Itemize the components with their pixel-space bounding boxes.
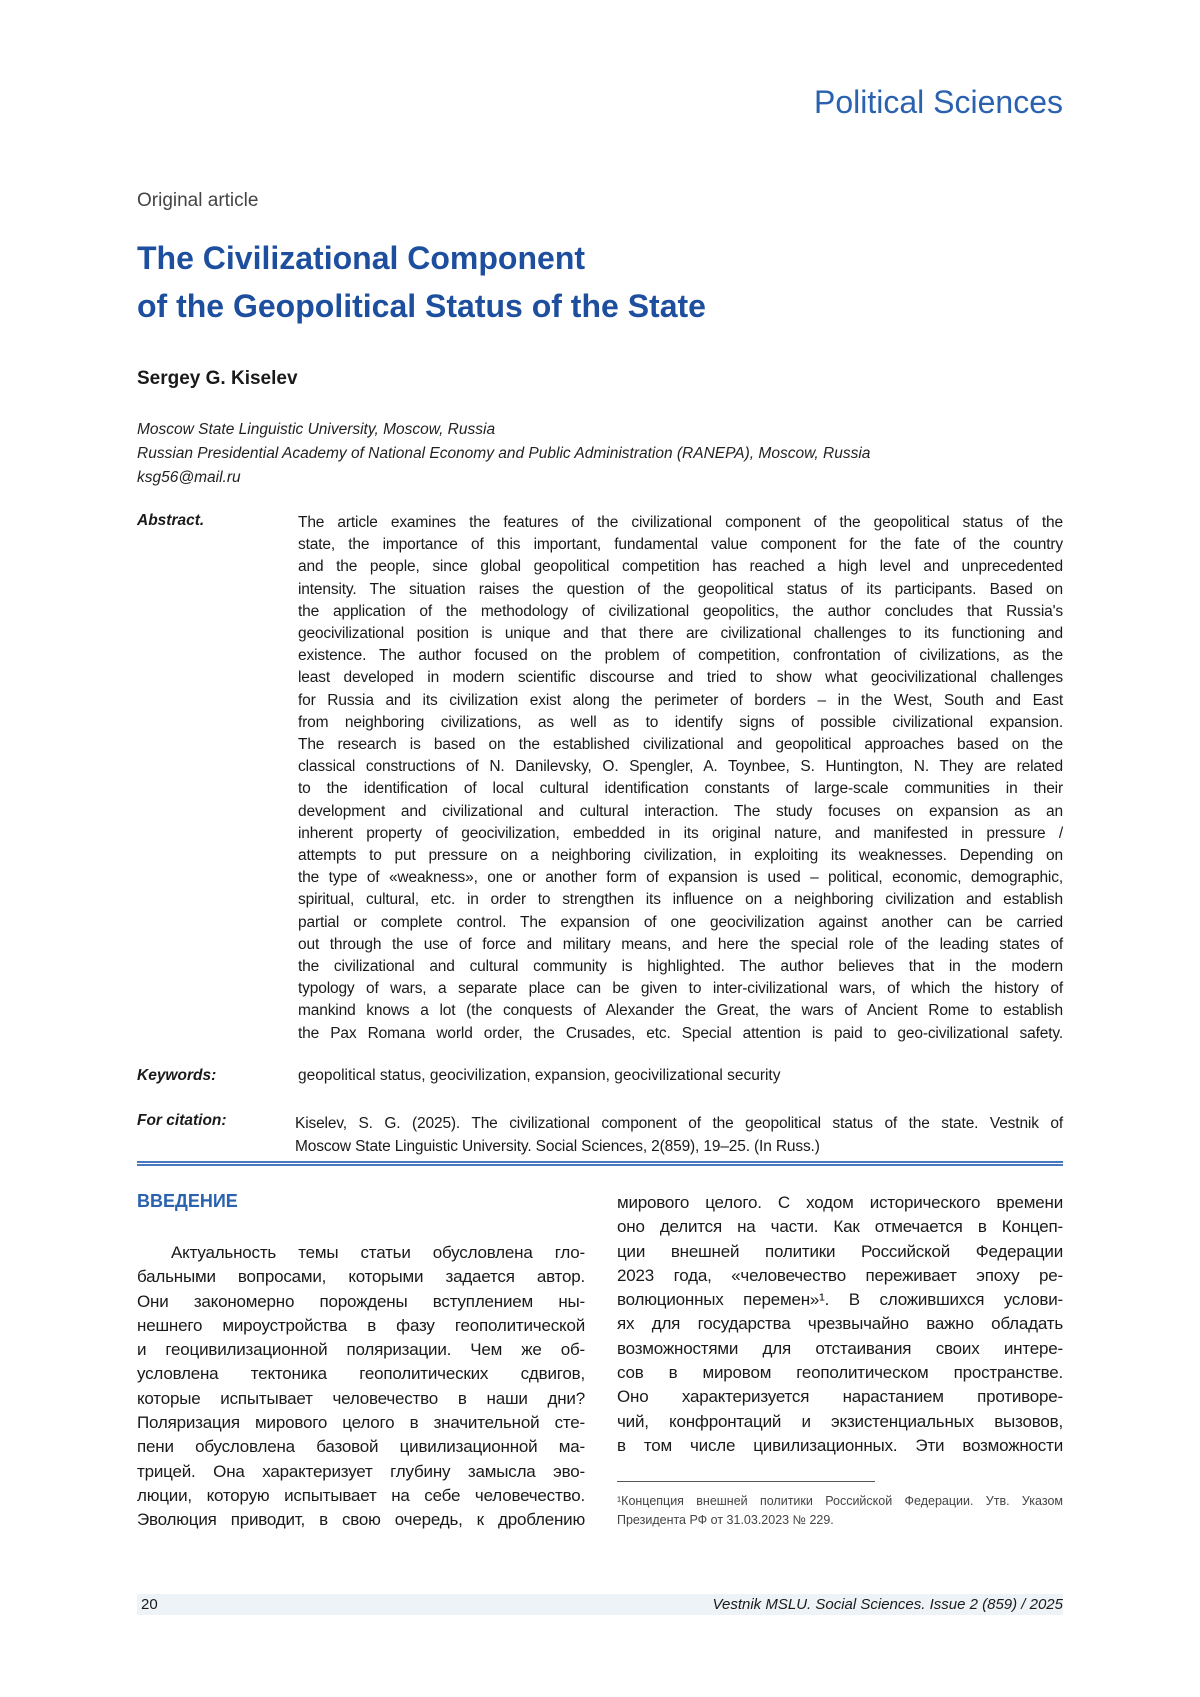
- body-line: Актуальность темы статьи обусловлена гло-: [137, 1241, 585, 1265]
- keywords-label: Keywords:: [137, 1067, 216, 1085]
- body-line: оно делится на части. Как отмечается в Концеп-: [617, 1215, 1063, 1239]
- affiliation: Russian Presidential Academy of National Economy and Public Administration (RANEPA), Moscow, Russia: [137, 442, 870, 466]
- body-line: нешнего мироустройства в фазу геополитической: [137, 1314, 585, 1338]
- body-line: люции, которую испытывает на себе человечество.: [137, 1484, 585, 1508]
- abstract-line: the Pax Romana world order, the Crusades, etc. Special attention is paid to geo-civilizational safety.: [298, 1023, 1063, 1045]
- author-name: Sergey G. Kiselev: [137, 368, 298, 390]
- abstract-line: mankind knows a lot (the conquests of Alexander the Great, the wars of Ancient Rome to establish: [298, 1000, 1063, 1022]
- abstract-label: Abstract.: [137, 512, 204, 530]
- abstract-line: The article examines the features of the civilizational component of the geopolitical status of the: [298, 512, 1063, 534]
- journal-name: Vestnik MSLU. Social Sciences. Issue 2 (859) / 2025: [713, 1596, 1063, 1613]
- abstract-line: state, the importance of this important, fundamental value component for the fate of the country: [298, 534, 1063, 556]
- body-line: волюционных перемен»¹. В сложившихся услови-: [617, 1288, 1063, 1312]
- affiliation: Moscow State Linguistic University, Moscow, Russia: [137, 418, 870, 442]
- body-line: Оно характеризуется нарастанием противоре-: [617, 1385, 1063, 1409]
- body-line: Они закономерно порождены вступлением ны-: [137, 1290, 585, 1314]
- abstract-line: geocivilizational position is unique and that there are civilizational challenges to its functioning and: [298, 623, 1063, 645]
- body-line: трицей. Она характеризует глубину замысла эво-: [137, 1460, 585, 1484]
- body-line: пени обусловлена базовой цивилизационной ма-: [137, 1435, 585, 1459]
- body-line: чий, конфронтаций и экзистенциальных вызовов,: [617, 1410, 1063, 1434]
- article-title: [137, 234, 706, 330]
- abstract-line: and the people, since global geopolitical competition has reached a high level and unprecedented: [298, 556, 1063, 578]
- citation-label: For citation:: [137, 1112, 227, 1130]
- body-line: ях для государства чрезвычайно важно обладать: [617, 1312, 1063, 1336]
- body-line: которые испытывает человечество в наши дни?: [137, 1387, 585, 1411]
- citation-line: Kiselev, S. G. (2025). The civilizational component of the geopolitical status of the state. Vestnik of: [295, 1112, 1063, 1135]
- body-line: бальными вопросами, которыми задается автор.: [137, 1265, 585, 1289]
- title-line: of the Geopolitical Status of the State: [137, 282, 706, 330]
- abstract-text: [298, 512, 1063, 1045]
- abstract-line: out through the use of force and military means, and here the special role of the leading states of: [298, 934, 1063, 956]
- page-footer: [137, 1594, 1063, 1615]
- abstract-line: typology of wars, a separate place can be given to inter-civilizational wars, of which the history of: [298, 978, 1063, 1000]
- abstract-line: development and civilizational and cultural interaction. The study focuses on expansion as an: [298, 801, 1063, 823]
- abstract-line: existence. The author focused on the problem of competition, confrontation of civilizations, as the: [298, 645, 1063, 667]
- body-line: и геоцивилизационной поляризации. Чем же об-: [137, 1338, 585, 1362]
- body-line: мирового целого. С ходом исторического времени: [617, 1191, 1063, 1215]
- body-line: условлена тектоника геополитических сдвигов,: [137, 1362, 585, 1386]
- keywords-text: geopolitical status, geocivilization, expansion, geocivilizational security: [298, 1067, 780, 1085]
- body-line: Поляризация мирового целого в значительной сте-: [137, 1411, 585, 1435]
- abstract-line: The research is based on the established civilizational and geopolitical approaches based on the: [298, 734, 1063, 756]
- intro-heading: ВВЕДЕНИЕ: [137, 1191, 238, 1212]
- footnote-divider: [617, 1481, 875, 1482]
- abstract-line: inherent property of geocivilization, embedded in its original nature, and manifested in pressure /: [298, 823, 1063, 845]
- body-line: возможностями для отстаивания своих интере-: [617, 1337, 1063, 1361]
- abstract-line: for Russia and its civilization exist along the perimeter of borders – in the West, South and East: [298, 690, 1063, 712]
- abstract-line: intensity. The situation raises the question of the geopolitical status of its participants. Based on: [298, 579, 1063, 601]
- body-line: в том числе цивилизационных. Эти возможности: [617, 1434, 1063, 1458]
- body-line: ции внешней политики Российской Федерации: [617, 1240, 1063, 1264]
- page-number: 20: [141, 1596, 158, 1613]
- article-type: Original article: [137, 190, 258, 212]
- abstract-line: partial or complete control. The expansion of one geocivilization against another can be carried: [298, 912, 1063, 934]
- footnote-line: Президента РФ от 31.03.2023 № 229.: [617, 1511, 1063, 1530]
- footnote-line: ¹Концепция внешней политики Российской Федерации. Утв. Указом: [617, 1492, 1063, 1511]
- footnote: [617, 1492, 1063, 1530]
- abstract-line: to the identification of local cultural identification constants of large-scale communities in their: [298, 778, 1063, 800]
- abstract-line: the application of the methodology of civilizational geopolitics, the author concludes that Russia's: [298, 601, 1063, 623]
- author-email[interactable]: ksg56@mail.ru: [137, 466, 870, 490]
- title-line: The Civilizational Component: [137, 234, 706, 282]
- affiliations: [137, 418, 870, 490]
- body-line: Эволюция приводит, в свою очередь, к дроблению: [137, 1508, 585, 1532]
- body-line: сов в мировом геополитическом пространстве.: [617, 1361, 1063, 1385]
- section-title: Political Sciences: [814, 84, 1063, 121]
- abstract-line: from neighboring civilizations, as well as to identify signs of possible civilizational expansion.: [298, 712, 1063, 734]
- double-divider: [137, 1161, 1063, 1166]
- citation-line: Moscow State Linguistic University. Social Sciences, 2(859), 19–25. (In Russ.): [295, 1135, 1063, 1158]
- abstract-line: the civilizational and cultural community is highlighted. The author believes that in the modern: [298, 956, 1063, 978]
- abstract-line: spiritual, cultural, etc. in order to strengthen its influence on a neighboring civilization and establish: [298, 889, 1063, 911]
- abstract-line: least developed in modern scientific discourse and tried to show what geocivilizational challenges: [298, 667, 1063, 689]
- abstract-line: the type of «weakness», one or another form of expansion is used – political, economic, demographic,: [298, 867, 1063, 889]
- citation-text: [295, 1112, 1063, 1158]
- right-column-text: [617, 1191, 1063, 1458]
- abstract-line: classical constructions of N. Danilevsky, O. Spengler, A. Toynbee, S. Huntington, N. They are related: [298, 756, 1063, 778]
- body-line: 2023 года, «человечество переживает эпоху ре-: [617, 1264, 1063, 1288]
- left-column-text: [137, 1241, 585, 1533]
- abstract-line: attempts to put pressure on a neighboring civilization, in exploiting its weaknesses. Depending on: [298, 845, 1063, 867]
